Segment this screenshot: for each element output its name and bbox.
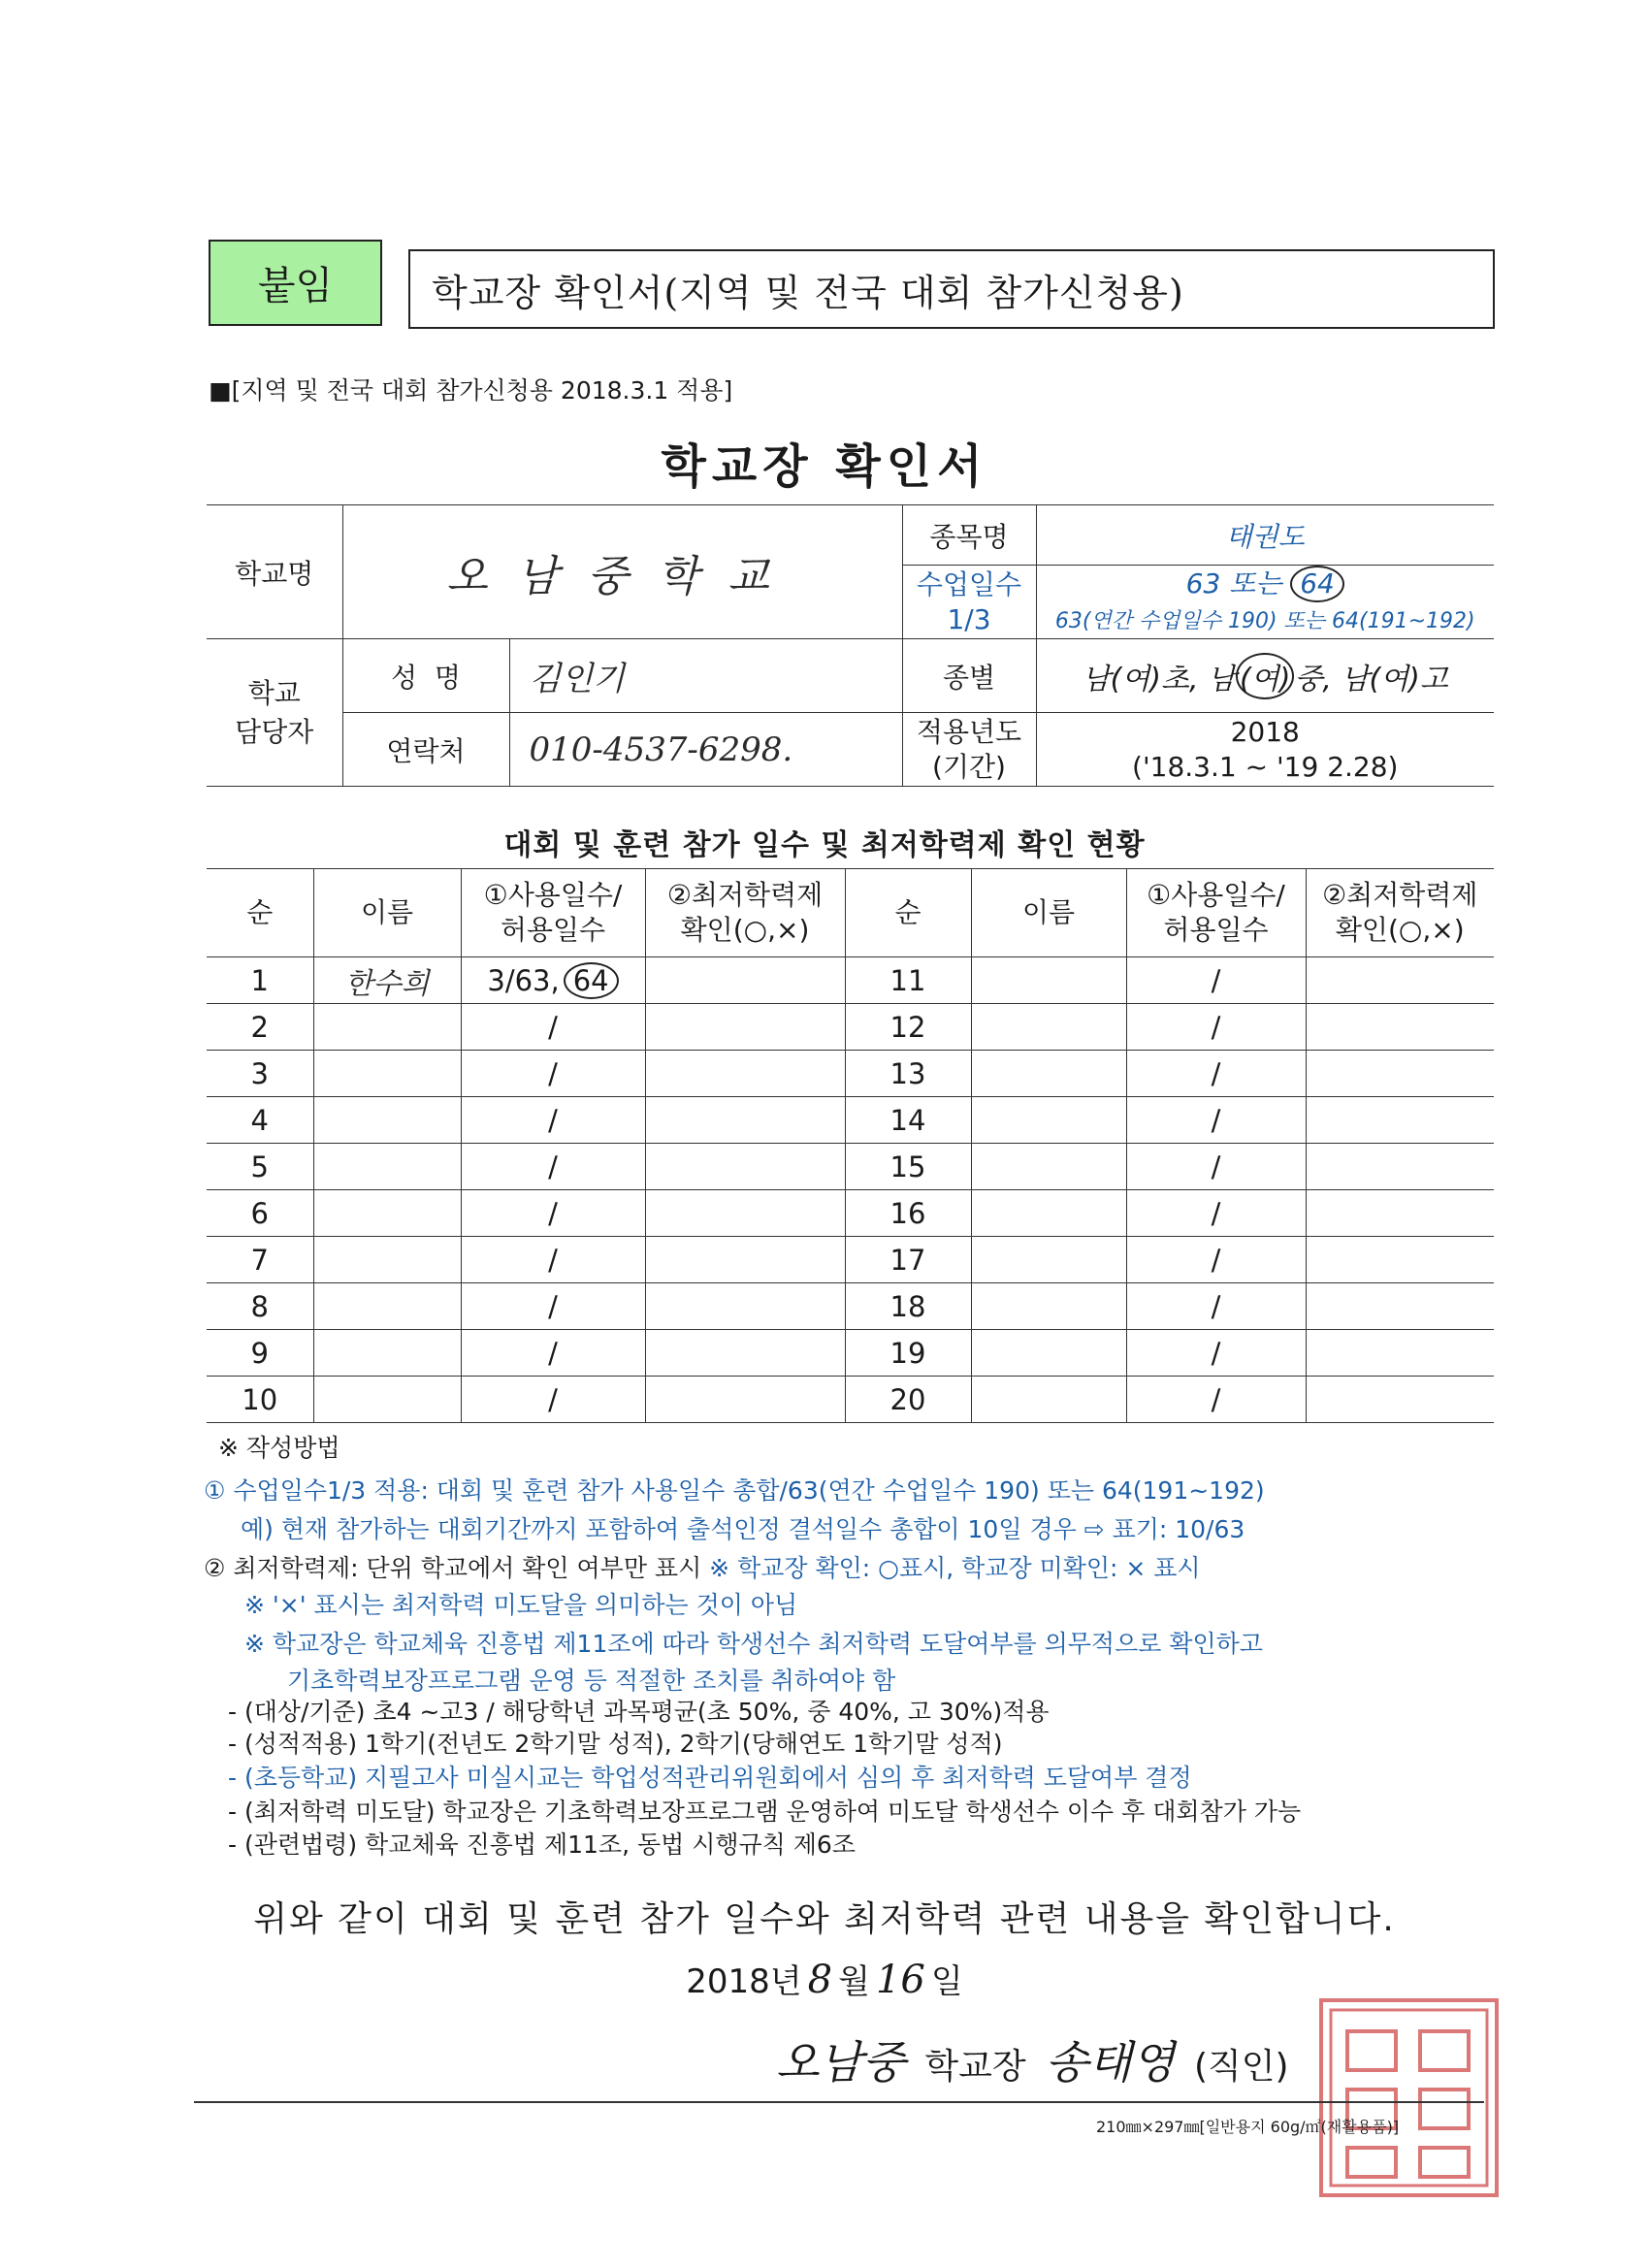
- status-table: [207, 868, 1494, 1423]
- header-days: ①사용일수/ 허용일수: [461, 869, 645, 957]
- row-no: 3: [207, 1051, 313, 1097]
- row-no: 11: [845, 957, 971, 1004]
- row-days: /: [1126, 1237, 1306, 1283]
- document-title: 학교장 확인서: [661, 439, 988, 494]
- status-title: 대회 및 훈련 참가 일수 및 최저학력제 확인 현황: [503, 828, 1146, 862]
- table-row: [207, 1237, 1494, 1283]
- class-days-label: 수업일수 1/3: [902, 566, 1036, 639]
- row-no: 12: [845, 1004, 971, 1051]
- row-name: [313, 1097, 461, 1144]
- table-row: [207, 1051, 1494, 1097]
- row-days: /: [461, 1144, 645, 1190]
- row-check: [1306, 1237, 1494, 1283]
- row-no: 5: [207, 1144, 313, 1190]
- row-no: 13: [845, 1051, 971, 1097]
- row-name: [971, 1377, 1126, 1423]
- row-check: [645, 957, 845, 1004]
- row-check: [645, 1144, 845, 1190]
- row-no: 14: [845, 1097, 971, 1144]
- row-check: [645, 1377, 845, 1423]
- row-no: 10: [207, 1377, 313, 1423]
- row-no: 15: [845, 1144, 971, 1190]
- row-name: [313, 1190, 461, 1237]
- row-days: /: [1126, 1004, 1306, 1051]
- row-name: [971, 1283, 1126, 1330]
- principal-signature: 송태영: [1045, 2036, 1175, 2089]
- instruction-line: ① 수업일수1/3 적용: 대회 및 훈련 참가 사용일수 총합/63(연간 수업일수 190) 또는 64(191~192): [204, 1476, 1265, 1505]
- row-name: [971, 1004, 1126, 1051]
- row-days: 3/63, 64: [461, 957, 645, 1004]
- row-no: 20: [845, 1377, 971, 1423]
- category-label: 종별: [902, 639, 1036, 713]
- table-row: [207, 1283, 1494, 1330]
- row-name: [971, 1330, 1126, 1377]
- bottom-divider: [194, 2101, 1484, 2103]
- row-days: /: [461, 1330, 645, 1377]
- row-days: /: [461, 1051, 645, 1097]
- category-value: 남(여)초, 남 (여) 중, 남(여)고: [1036, 639, 1494, 713]
- row-name: [971, 1051, 1126, 1097]
- header-title: 학교장 확인서(지역 및 전국 대회 참가신청용): [408, 249, 1495, 329]
- row-check: [1306, 1144, 1494, 1190]
- official-seal: [1319, 1998, 1499, 2197]
- seal-label: (직인): [1193, 2047, 1289, 2087]
- instruction-line: - (대상/기준) 초4 ~고3 / 해당학년 과목평균(초 50%, 중 40%, 고 30%)적용: [228, 1698, 1050, 1726]
- row-days: /: [461, 1004, 645, 1051]
- row-no: 2: [207, 1004, 313, 1051]
- row-check: [1306, 1330, 1494, 1377]
- row-name: [313, 1377, 461, 1423]
- year-value: 2018 ('18.3.1 ~ '19 2.28): [1036, 713, 1494, 787]
- row-check: [645, 1190, 845, 1237]
- row-check: [1306, 1097, 1494, 1144]
- row-check: [1306, 1377, 1494, 1423]
- row-days: /: [1126, 1330, 1306, 1377]
- row-check: [1306, 957, 1494, 1004]
- row-name: [971, 1144, 1126, 1190]
- row-days: /: [461, 1237, 645, 1283]
- row-no: 17: [845, 1237, 971, 1283]
- table-row: [207, 1330, 1494, 1377]
- row-days: /: [1126, 1051, 1306, 1097]
- status-table-header: [207, 869, 1494, 957]
- row-days: /: [461, 1377, 645, 1423]
- header-no: 순: [207, 869, 313, 957]
- header-name: 이름: [313, 869, 461, 957]
- instructions-heading: ※ 작성방법: [218, 1434, 340, 1462]
- row-days: /: [461, 1283, 645, 1330]
- instruction-line: ※ '×' 표시는 최저학력 미도달을 의미하는 것이 아님: [244, 1591, 798, 1619]
- row-days: /: [1126, 1144, 1306, 1190]
- name-value: 김인기: [509, 639, 902, 713]
- contact-label: 연락처: [342, 713, 509, 787]
- confirmation-text: 위와 같이 대회 및 훈련 참가 일수와 최저학력 관련 내용을 확인합니다.: [253, 1899, 1396, 1939]
- row-days: /: [1126, 957, 1306, 1004]
- header-days: ①사용일수/ 허용일수: [1126, 869, 1306, 957]
- date-line: 2018년 8 월 16 일: [686, 1958, 963, 2002]
- instruction-line: - (관련법령) 학교체육 진흥법 제11조, 동법 시행규칙 제6조: [228, 1831, 856, 1859]
- table-row: [207, 1097, 1494, 1144]
- row-name: [971, 1097, 1126, 1144]
- principal-line: [776, 2027, 1289, 2091]
- row-check: [645, 1283, 845, 1330]
- row-check: [645, 1330, 845, 1377]
- event-label: 종목명: [902, 505, 1036, 566]
- header-check: ②최저학력제 확인(○,×): [1306, 869, 1494, 957]
- row-name: [313, 1051, 461, 1097]
- row-name: 한수희: [313, 957, 461, 1004]
- manager-label: 학교 담당자: [207, 639, 342, 787]
- row-check: [1306, 1051, 1494, 1097]
- row-check: [645, 1097, 845, 1144]
- table-row: [207, 1144, 1494, 1190]
- header-check: ②최저학력제 확인(○,×): [645, 869, 845, 957]
- class-days-value: 63 또는 64 63(연간 수업일수 190) 또는 64(191~192): [1036, 566, 1494, 639]
- row-name: [313, 1144, 461, 1190]
- paper-spec: 210㎜×297㎜[일반용지 60g/㎡(재활용품)]: [1096, 2118, 1400, 2136]
- row-no: 4: [207, 1097, 313, 1144]
- row-no: 9: [207, 1330, 313, 1377]
- row-no: 18: [845, 1283, 971, 1330]
- row-no: 16: [845, 1190, 971, 1237]
- row-name: [313, 1004, 461, 1051]
- contact-value: 010-4537-6298.: [509, 713, 902, 787]
- instruction-line: 기초학력보장프로그램 운영 등 적절한 조치를 취하여야 함: [287, 1667, 896, 1695]
- row-name: [313, 1237, 461, 1283]
- attachment-badge: 붙임: [209, 240, 382, 326]
- row-no: 7: [207, 1237, 313, 1283]
- row-days: /: [1126, 1190, 1306, 1237]
- row-days: /: [1126, 1377, 1306, 1423]
- year-label: 적용년도 (기간): [902, 713, 1036, 787]
- instruction-line: ※ 학교장은 학교체육 진흥법 제11조에 따라 학생선수 최저학력 도달여부를 의무적으로 확인하고: [244, 1630, 1263, 1658]
- table-row: [207, 1377, 1494, 1423]
- instruction-line: - (성적적용) 1학기(전년도 2학기말 성적), 2학기(당해연도 1학기말 성적): [228, 1730, 1003, 1758]
- row-days: /: [1126, 1097, 1306, 1144]
- event-value: 태권도: [1036, 505, 1494, 566]
- row-name: [313, 1330, 461, 1377]
- row-check: [1306, 1004, 1494, 1051]
- instruction-line: 예) 현재 참가하는 대회기간까지 포함하여 출석인정 결석일수 총합이 10일 경우 ⇨ 표기: 10/63: [241, 1515, 1245, 1543]
- seal-pattern-icon: [1323, 2002, 1495, 2193]
- row-no: 19: [845, 1330, 971, 1377]
- row-no: 8: [207, 1283, 313, 1330]
- form-note: ■[지역 및 전국 대회 참가신청용 2018.3.1 적용]: [209, 376, 733, 405]
- school-handwriting: 오남중: [776, 2036, 906, 2089]
- row-days: /: [1126, 1283, 1306, 1330]
- instruction-line: ② 최저학력제: 단위 학교에서 확인 여부만 표시 ※ 학교장 확인: ○표시, 학교장 미확인: × 표시: [204, 1554, 1201, 1582]
- row-check: [645, 1237, 845, 1283]
- info-table: [207, 504, 1494, 787]
- table-row: [207, 1190, 1494, 1237]
- instruction-line: - (초등학교) 지필고사 미실시교는 학업성적관리위원회에서 심의 후 최저학력 도달여부 결정: [228, 1764, 1192, 1792]
- row-name: [313, 1283, 461, 1330]
- school-name-label: 학교명: [207, 505, 342, 639]
- header-no: 순: [845, 869, 971, 957]
- row-no: 1: [207, 957, 313, 1004]
- name-label: 성 명: [342, 639, 509, 713]
- row-days: /: [461, 1097, 645, 1144]
- school-name-value: 오남중학교: [342, 505, 902, 639]
- row-check: [1306, 1190, 1494, 1237]
- row-check: [1306, 1283, 1494, 1330]
- instruction-line: - (최저학력 미도달) 학교장은 기초학력보장프로그램 운영하여 미도달 학생선수 이수 후 대회참가 가능: [228, 1798, 1302, 1826]
- table-row: [207, 1004, 1494, 1051]
- row-check: [645, 1051, 845, 1097]
- table-row: [207, 957, 1494, 1004]
- row-name: [971, 1190, 1126, 1237]
- row-name: [971, 1237, 1126, 1283]
- header-name: 이름: [971, 869, 1126, 957]
- principal-label: 학교장: [924, 2047, 1026, 2087]
- row-no: 6: [207, 1190, 313, 1237]
- row-days: /: [461, 1190, 645, 1237]
- row-check: [645, 1004, 845, 1051]
- row-name: [971, 957, 1126, 1004]
